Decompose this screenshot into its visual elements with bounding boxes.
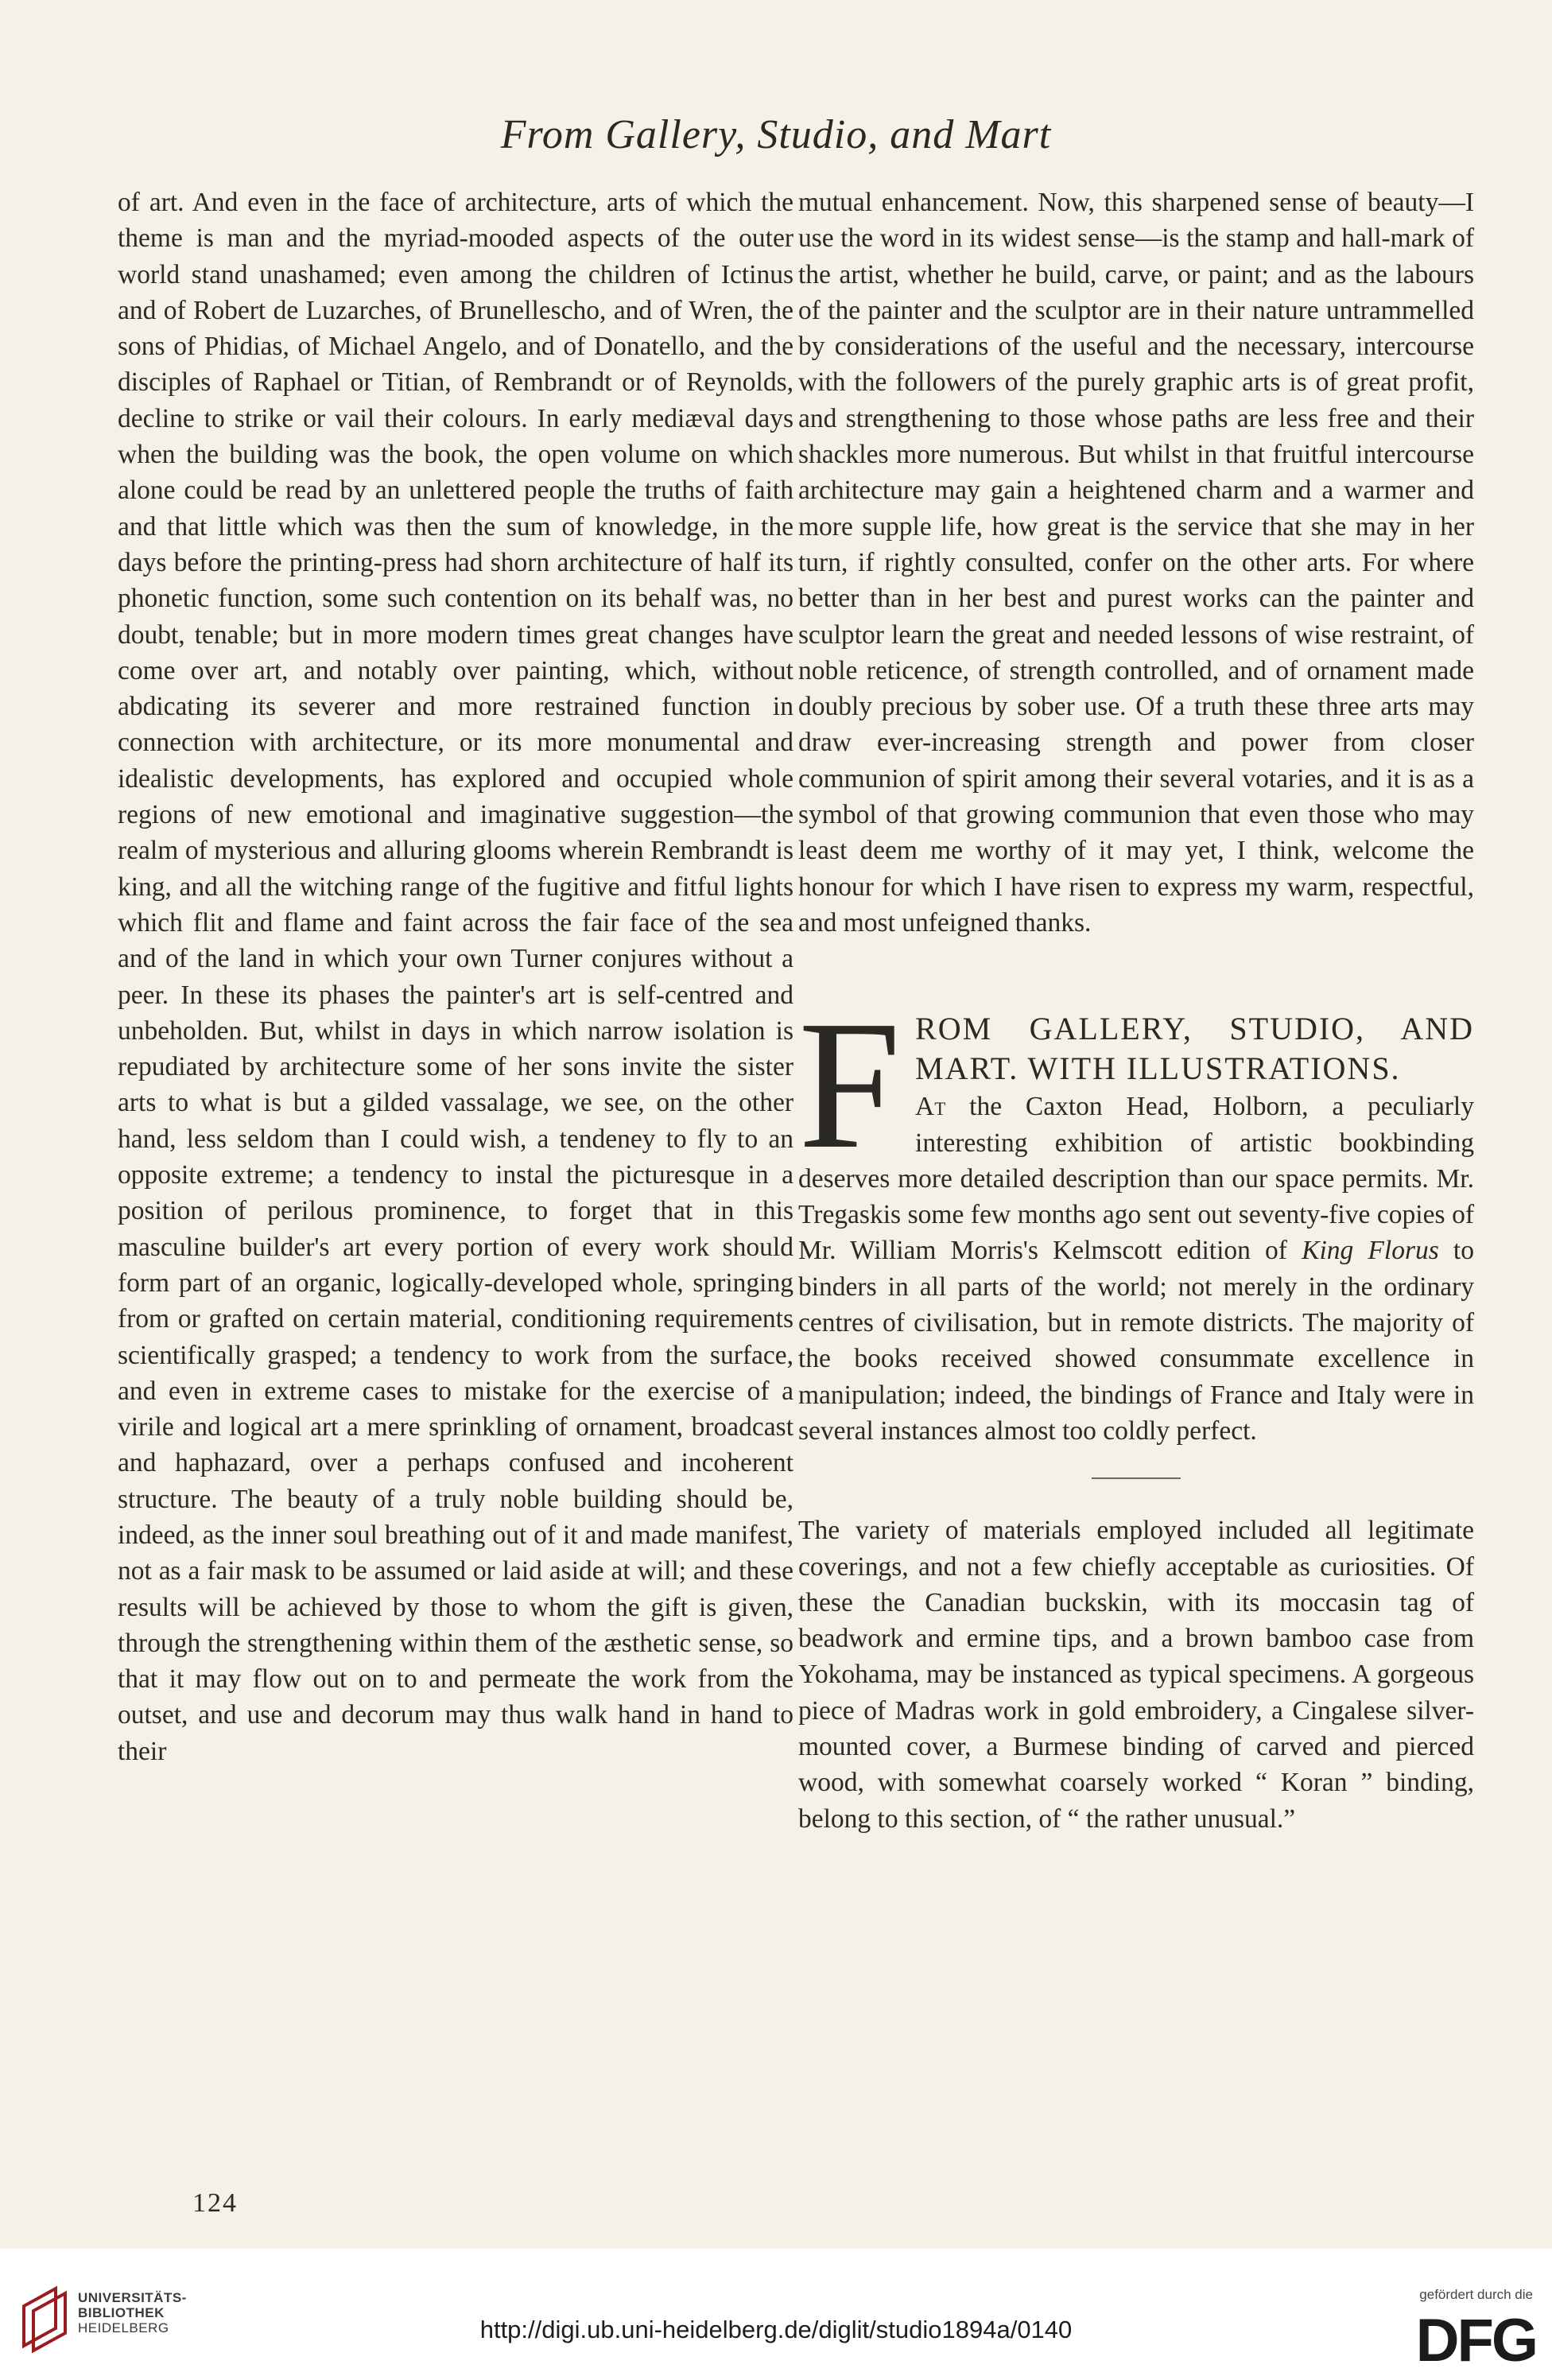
lead-text-end: to binders in all parts of the world; not merely in the ordinary centres of civilisation, but in remote districts. The majority of the books received showed consummate excellence in manipulation; indeed, the bindings of France and Italy were in several instances almost too coldly perfect.: [798, 1236, 1474, 1446]
section-heading-block: [798, 983, 1474, 1449]
left-column-text: of art. And even in the face of architecture, arts of which the theme is man and the myriad-mooded aspects of the outer world stand unashamed; even among the children of Ictinus and of Robert de Luzarches, of Brunellescho, and of Wren, the sons of Phidias, of Michael Angelo, and of Donatello, and the disciples of Raphael or Titian, of Rembrandt or of Reynolds, decline to strike or vail their colours. In early mediæval days when the building was the book, the open volume on which alone could be read by an unlettered people the truths of faith and that little which was then the sum of knowledge, in the days before the printing-press had shorn architecture of half its phonetic function, some such contention on its behalf was, no doubt, tenable; but in more modern times great changes have come over art, and notably over painting, which, without abdicating its severer and more restrained function in connection with architecture, or its more monumental and idealistic developments, has explored and occupied whole regions of new emotional and imaginative suggestion—the realm of mysterious and alluring glooms wherein Rembrandt is king, and all the witching range of the fugitive and fitful lights which flit and flame and faint across the fair face of the sea and of the land in which your own Turner conjures without a peer. In these its phases the painter's art is self-centred and unbeholden. But, whilst in days in which narrow isolation is repudiated by architecture some of her sons invite the sister arts to what is but a gilded vassalage, we see, on the other hand, less seldom than I could wish, a tendeney to fly to an opposite extreme; a tendency to instal the picturesque in a position of perilous prominence, to forget that in this masculine builder's art every portion of every work should form part of an organic, logically-developed whole, springing from or grafted on certain material, conditioning requirements scientifically grasped; a tendency to work from the surface, and even in extreme cases to mistake for the exercise of a virile and logical art a mere sprinkling of ornament, broadcast and haphazard, over a perhaps confused and incoherent structure. The beauty of a truly noble building should be, indeed, as the inner soul breathing out of it and made manifest, not as a fair mask to be assumed or laid aside at will; and these results will be achieved by those to whom the gift is given, through the strengthening within them of the æsthetic sense, so that it may flow out on to and permeate the work from the outset, and use and decorum may thus walk hand in hand to their: [118, 188, 793, 1766]
library-name-line-3: HEIDELBERG: [78, 2320, 169, 2335]
lead-text: the Caxton Head, Holborn, a peculiarly interesting exhibition of artistic bookbinding deserves more detailed description than our space permits. Mr. Tregaskis some few months ago sent out seventy-five copies of Mr. William Morris's Kelmscott edition of: [798, 1092, 1474, 1266]
section-divider: [1092, 1477, 1181, 1479]
running-title: From Gallery, Studio, and Mart: [500, 112, 1052, 157]
dfg-logo: DFG: [1415, 2307, 1536, 2374]
drop-cap: F: [798, 983, 902, 1188]
right-paragraph-1: mutual enhancement. Now, this sharpened sense of beauty—I use the word in its widest sense—is the stamp and hall-mark of the artist, whether he build, carve, or paint; and as the labours of the painter and the sculptor are in their nature untrammelled by considerations of the useful and the necessary, intercourse with the followers of the purely graphic arts is of great profit, and strengthening to those whose paths are less free and their shackles more numerous. But whilst in that fruitful intercourse architecture may gain a heightened charm and a warmer and more supple life, how great is the service that she may in her turn, if rightly consulted, confer on the other arts. For where better than in her best and purest works can the painter and sculptor learn the great and needed lessons of wise restraint, of noble reticence, of strength controlled, and of ornament made doubly precious by sober use. Of a truth these three arts may draw ever-increasing strength and power from closer communion of spirit among their several votaries, and it is as a symbol of that growing communion that even those who may least deem me worthy of it may yet, I think, welcome the honour for which I have risen to express my warm, respectful, and most unfeigned thanks.: [798, 188, 1474, 938]
digitization-footer: [0, 2249, 1552, 2380]
page-number: 124: [192, 2188, 238, 2218]
book-title: King Florus: [1302, 1236, 1439, 1266]
funding-note: gefördert durch die: [1419, 2287, 1533, 2302]
library-name-line-1: UNIVERSITÄTS-: [78, 2290, 187, 2305]
right-column: [798, 184, 1474, 1837]
left-column: [118, 184, 793, 1769]
lead-smallcaps: At: [915, 1092, 946, 1122]
library-name-line-2: BIBLIOTHEK: [78, 2305, 165, 2320]
right-paragraph-after-rule: The variety of materials employed included all legitimate coverings, and not a few chiefly acceptable as curiosities. Of these the Canadian buckskin, with its moccasin tag of beadwork and ermine tips, and a brown bamboo case from Yokohama, may be instanced as typical specimens. A gorgeous piece of Madras work in gold embroidery, a Cingalese silver-mounted cover, a Burmese binding of carved and pierced wood, with somewhat coarsely worked “ Koran ” binding, belong to this section, of “ the rather unusual.”: [798, 1516, 1474, 1834]
section-title: ROM GALLERY, STUDIO, AND MART. WITH ILLUSTRATIONS.: [915, 1011, 1474, 1087]
source-url-link[interactable]: http://digi.ub.uni-heidelberg.de/diglit/studio1894a/0140: [479, 2316, 1073, 2343]
